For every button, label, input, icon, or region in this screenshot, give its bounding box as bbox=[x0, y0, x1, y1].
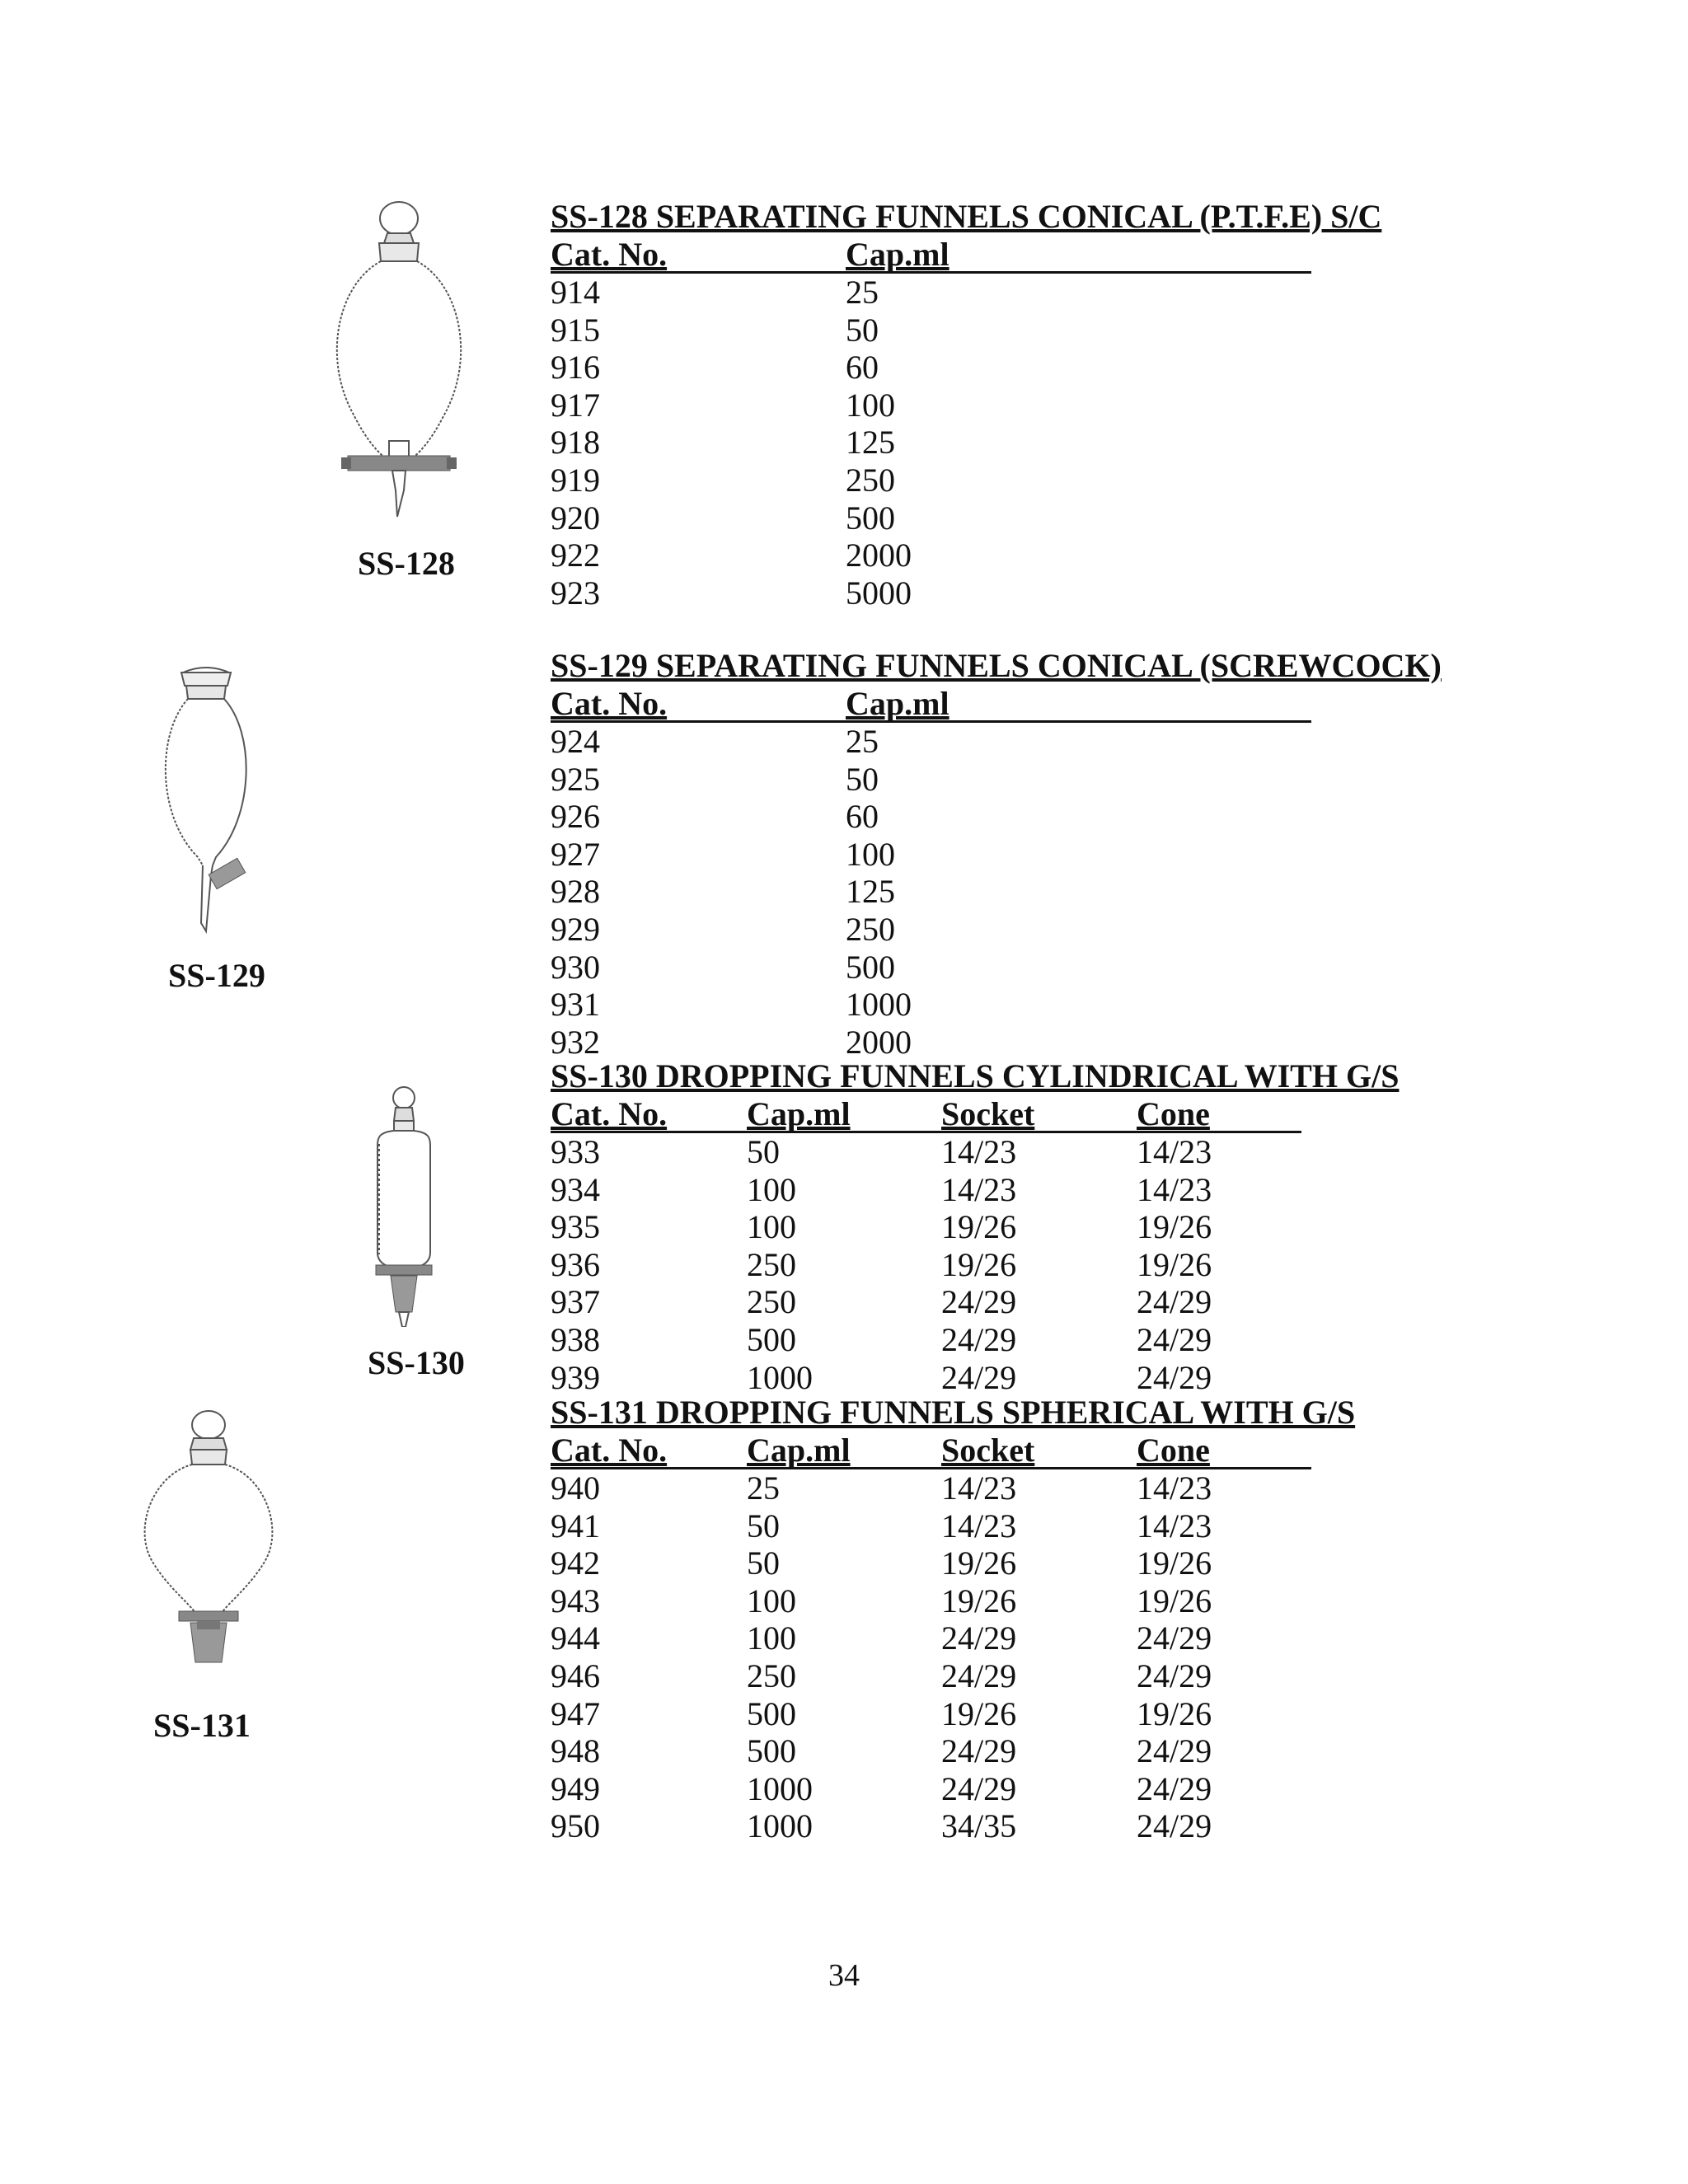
page-number: 34 bbox=[828, 1958, 860, 1993]
header-cone: Cone bbox=[1137, 1432, 1210, 1469]
cat-no: 949 bbox=[551, 1769, 600, 1807]
cone: 19/26 bbox=[1137, 1694, 1212, 1732]
cat-no: 918 bbox=[551, 424, 600, 462]
socket: 14/23 bbox=[941, 1133, 1017, 1170]
cap-ml: 500 bbox=[747, 1694, 796, 1732]
ss131-section bbox=[551, 1394, 1355, 1845]
cat-no: 942 bbox=[551, 1544, 600, 1582]
cone: 24/29 bbox=[1137, 1769, 1212, 1807]
cat-no: 947 bbox=[551, 1694, 600, 1732]
table-row bbox=[551, 1544, 1355, 1582]
table-row bbox=[551, 1359, 1399, 1397]
socket: 14/23 bbox=[941, 1170, 1017, 1208]
table-row bbox=[551, 1171, 1399, 1209]
cat-no: 929 bbox=[551, 910, 600, 948]
section-title: SS-130 DROPPING FUNNELS CYLINDRICAL WITH G/S bbox=[551, 1057, 1400, 1094]
cap-ml: 50 bbox=[747, 1507, 780, 1544]
socket: 19/26 bbox=[941, 1694, 1017, 1732]
table-row bbox=[551, 1770, 1355, 1808]
cat-no: 927 bbox=[551, 835, 600, 873]
cat-no: 931 bbox=[551, 986, 600, 1024]
cone: 24/29 bbox=[1137, 1732, 1212, 1770]
table-row bbox=[551, 274, 1381, 312]
cat-no: 922 bbox=[551, 537, 600, 574]
table-header-row bbox=[551, 1095, 1301, 1133]
cat-no: 944 bbox=[551, 1619, 600, 1657]
table-row bbox=[551, 424, 1381, 462]
socket: 19/26 bbox=[941, 1245, 1017, 1283]
cap-ml: 25 bbox=[846, 723, 879, 760]
ss131-funnel-illustration bbox=[136, 1405, 284, 1677]
ss130-section bbox=[551, 1057, 1399, 1396]
table-row bbox=[551, 387, 1381, 424]
header-cat-no: Cat. No. bbox=[551, 1432, 668, 1469]
socket: 24/29 bbox=[941, 1320, 1017, 1358]
header-cap-ml: Cap.ml bbox=[747, 1095, 851, 1132]
cat-no: 928 bbox=[551, 873, 600, 911]
cap-ml: 25 bbox=[846, 274, 879, 311]
ss128-section bbox=[551, 198, 1381, 612]
section-title: SS-128 SEPARATING FUNNELS CONICAL (P.T.F.E) S/C bbox=[551, 198, 1382, 235]
cone: 24/29 bbox=[1137, 1657, 1212, 1694]
cat-no: 948 bbox=[551, 1732, 600, 1770]
cat-no: 933 bbox=[551, 1133, 600, 1170]
socket: 14/23 bbox=[941, 1469, 1017, 1507]
table-row bbox=[551, 462, 1381, 499]
cat-no: 940 bbox=[551, 1469, 600, 1507]
header-socket: Socket bbox=[941, 1432, 1035, 1469]
cone: 24/29 bbox=[1137, 1283, 1212, 1321]
socket: 24/29 bbox=[941, 1358, 1017, 1396]
cap-ml: 5000 bbox=[846, 574, 912, 612]
table-row bbox=[551, 537, 1381, 574]
ss128-figure-label: SS-128 bbox=[358, 545, 455, 582]
header-cap-ml: Cap.ml bbox=[846, 236, 950, 273]
header-socket: Socket bbox=[941, 1095, 1035, 1132]
cat-no: 950 bbox=[551, 1807, 600, 1845]
cap-ml: 50 bbox=[846, 311, 879, 349]
table-row bbox=[551, 1024, 1442, 1062]
ss128-funnel-illustration bbox=[321, 194, 470, 523]
cat-no: 924 bbox=[551, 723, 600, 760]
cat-no: 935 bbox=[551, 1208, 600, 1246]
cap-ml: 100 bbox=[747, 1619, 796, 1657]
cat-no: 920 bbox=[551, 499, 600, 537]
cone: 24/29 bbox=[1137, 1807, 1212, 1845]
table-row bbox=[551, 949, 1442, 987]
table-row bbox=[551, 499, 1381, 537]
cap-ml: 100 bbox=[846, 835, 895, 873]
cap-ml: 25 bbox=[747, 1469, 780, 1507]
cap-ml: 50 bbox=[846, 760, 879, 798]
socket: 24/29 bbox=[941, 1619, 1017, 1657]
cat-no: 936 bbox=[551, 1245, 600, 1283]
socket: 24/29 bbox=[941, 1283, 1017, 1321]
section-title: SS-129 SEPARATING FUNNELS CONICAL (SCREWCOCK) bbox=[551, 647, 1442, 684]
table-row bbox=[551, 798, 1442, 836]
table-row bbox=[551, 1321, 1399, 1359]
cone: 19/26 bbox=[1137, 1544, 1212, 1582]
header-cap-ml: Cap.ml bbox=[846, 685, 950, 722]
table-row bbox=[551, 1657, 1355, 1695]
table-row bbox=[551, 761, 1442, 799]
header-cone: Cone bbox=[1137, 1095, 1210, 1132]
socket: 19/26 bbox=[941, 1544, 1017, 1582]
ss130-figure-label: SS-130 bbox=[368, 1344, 465, 1381]
cat-no: 930 bbox=[551, 948, 600, 986]
ss130-funnel-illustration bbox=[363, 1080, 445, 1327]
cap-ml: 100 bbox=[747, 1582, 796, 1619]
cap-ml: 125 bbox=[846, 873, 895, 911]
cat-no: 916 bbox=[551, 349, 600, 387]
cat-no: 914 bbox=[551, 274, 600, 311]
table-row bbox=[551, 873, 1442, 911]
cap-ml: 1000 bbox=[747, 1769, 813, 1807]
table-row bbox=[551, 1695, 1355, 1733]
cone: 19/26 bbox=[1137, 1245, 1212, 1283]
socket: 19/26 bbox=[941, 1582, 1017, 1619]
socket: 34/35 bbox=[941, 1807, 1017, 1845]
ss129-funnel-illustration bbox=[157, 659, 280, 940]
cone: 24/29 bbox=[1137, 1320, 1212, 1358]
cat-no: 939 bbox=[551, 1358, 600, 1396]
cat-no: 946 bbox=[551, 1657, 600, 1694]
table-row bbox=[551, 312, 1381, 349]
ss131-figure-label: SS-131 bbox=[153, 1707, 251, 1744]
cap-ml: 50 bbox=[747, 1544, 780, 1582]
table-row bbox=[551, 911, 1442, 949]
table-row bbox=[551, 1208, 1399, 1246]
cap-ml: 1000 bbox=[846, 986, 912, 1024]
table-row bbox=[551, 574, 1381, 612]
cap-ml: 250 bbox=[846, 910, 895, 948]
cap-ml: 500 bbox=[747, 1320, 796, 1358]
cap-ml: 500 bbox=[747, 1732, 796, 1770]
cap-ml: 250 bbox=[747, 1657, 796, 1694]
table-row bbox=[551, 1246, 1399, 1284]
header-cat-no: Cat. No. bbox=[551, 1095, 668, 1132]
cone: 19/26 bbox=[1137, 1208, 1212, 1246]
table-row bbox=[551, 1807, 1355, 1845]
socket: 19/26 bbox=[941, 1208, 1017, 1246]
ss129-section bbox=[551, 647, 1442, 1061]
table-row bbox=[551, 1619, 1355, 1657]
cap-ml: 250 bbox=[747, 1283, 796, 1321]
cap-ml: 100 bbox=[846, 386, 895, 424]
cap-ml: 100 bbox=[747, 1170, 796, 1208]
cat-no: 919 bbox=[551, 461, 600, 499]
header-cat-no: Cat. No. bbox=[551, 685, 668, 722]
cap-ml: 500 bbox=[846, 948, 895, 986]
cap-ml: 1000 bbox=[747, 1807, 813, 1845]
table-row bbox=[551, 1507, 1355, 1545]
cat-no: 934 bbox=[551, 1170, 600, 1208]
ss129-figure-label: SS-129 bbox=[168, 957, 265, 994]
cap-ml: 2000 bbox=[846, 1023, 912, 1061]
table-header-row bbox=[551, 1432, 1311, 1469]
cap-ml: 60 bbox=[846, 798, 879, 836]
cap-ml: 250 bbox=[846, 461, 895, 499]
table-row bbox=[551, 723, 1442, 761]
cat-no: 932 bbox=[551, 1023, 600, 1061]
cap-ml: 50 bbox=[747, 1133, 780, 1170]
cap-ml: 100 bbox=[747, 1208, 796, 1246]
table-row bbox=[551, 1469, 1355, 1507]
cat-no: 925 bbox=[551, 760, 600, 798]
table-header-row bbox=[551, 685, 1311, 723]
cone: 14/23 bbox=[1137, 1170, 1212, 1208]
section-title: SS-131 DROPPING FUNNELS SPHERICAL WITH G/S bbox=[551, 1394, 1356, 1431]
cone: 19/26 bbox=[1137, 1582, 1212, 1619]
header-cat-no: Cat. No. bbox=[551, 236, 668, 273]
table-header-row bbox=[551, 236, 1311, 274]
cat-no: 943 bbox=[551, 1582, 600, 1619]
cap-ml: 2000 bbox=[846, 537, 912, 574]
table-row bbox=[551, 1133, 1399, 1171]
cone: 14/23 bbox=[1137, 1469, 1212, 1507]
cat-no: 923 bbox=[551, 574, 600, 612]
table-row bbox=[551, 1283, 1399, 1321]
cat-no: 938 bbox=[551, 1320, 600, 1358]
table-row bbox=[551, 1732, 1355, 1770]
cat-no: 941 bbox=[551, 1507, 600, 1544]
cap-ml: 250 bbox=[747, 1245, 796, 1283]
table-row bbox=[551, 836, 1442, 874]
cap-ml: 60 bbox=[846, 349, 879, 387]
cone: 14/23 bbox=[1137, 1507, 1212, 1544]
cat-no: 915 bbox=[551, 311, 600, 349]
socket: 24/29 bbox=[941, 1732, 1017, 1770]
cap-ml: 125 bbox=[846, 424, 895, 462]
table-row bbox=[551, 1582, 1355, 1620]
table-row bbox=[551, 986, 1442, 1024]
socket: 24/29 bbox=[941, 1657, 1017, 1694]
cat-no: 917 bbox=[551, 386, 600, 424]
header-cap-ml: Cap.ml bbox=[747, 1432, 851, 1469]
cat-no: 937 bbox=[551, 1283, 600, 1321]
cat-no: 926 bbox=[551, 798, 600, 836]
cap-ml: 500 bbox=[846, 499, 895, 537]
cone: 24/29 bbox=[1137, 1619, 1212, 1657]
socket: 24/29 bbox=[941, 1769, 1017, 1807]
table-row bbox=[551, 349, 1381, 387]
socket: 14/23 bbox=[941, 1507, 1017, 1544]
cone: 14/23 bbox=[1137, 1133, 1212, 1170]
cone: 24/29 bbox=[1137, 1358, 1212, 1396]
cap-ml: 1000 bbox=[747, 1358, 813, 1396]
